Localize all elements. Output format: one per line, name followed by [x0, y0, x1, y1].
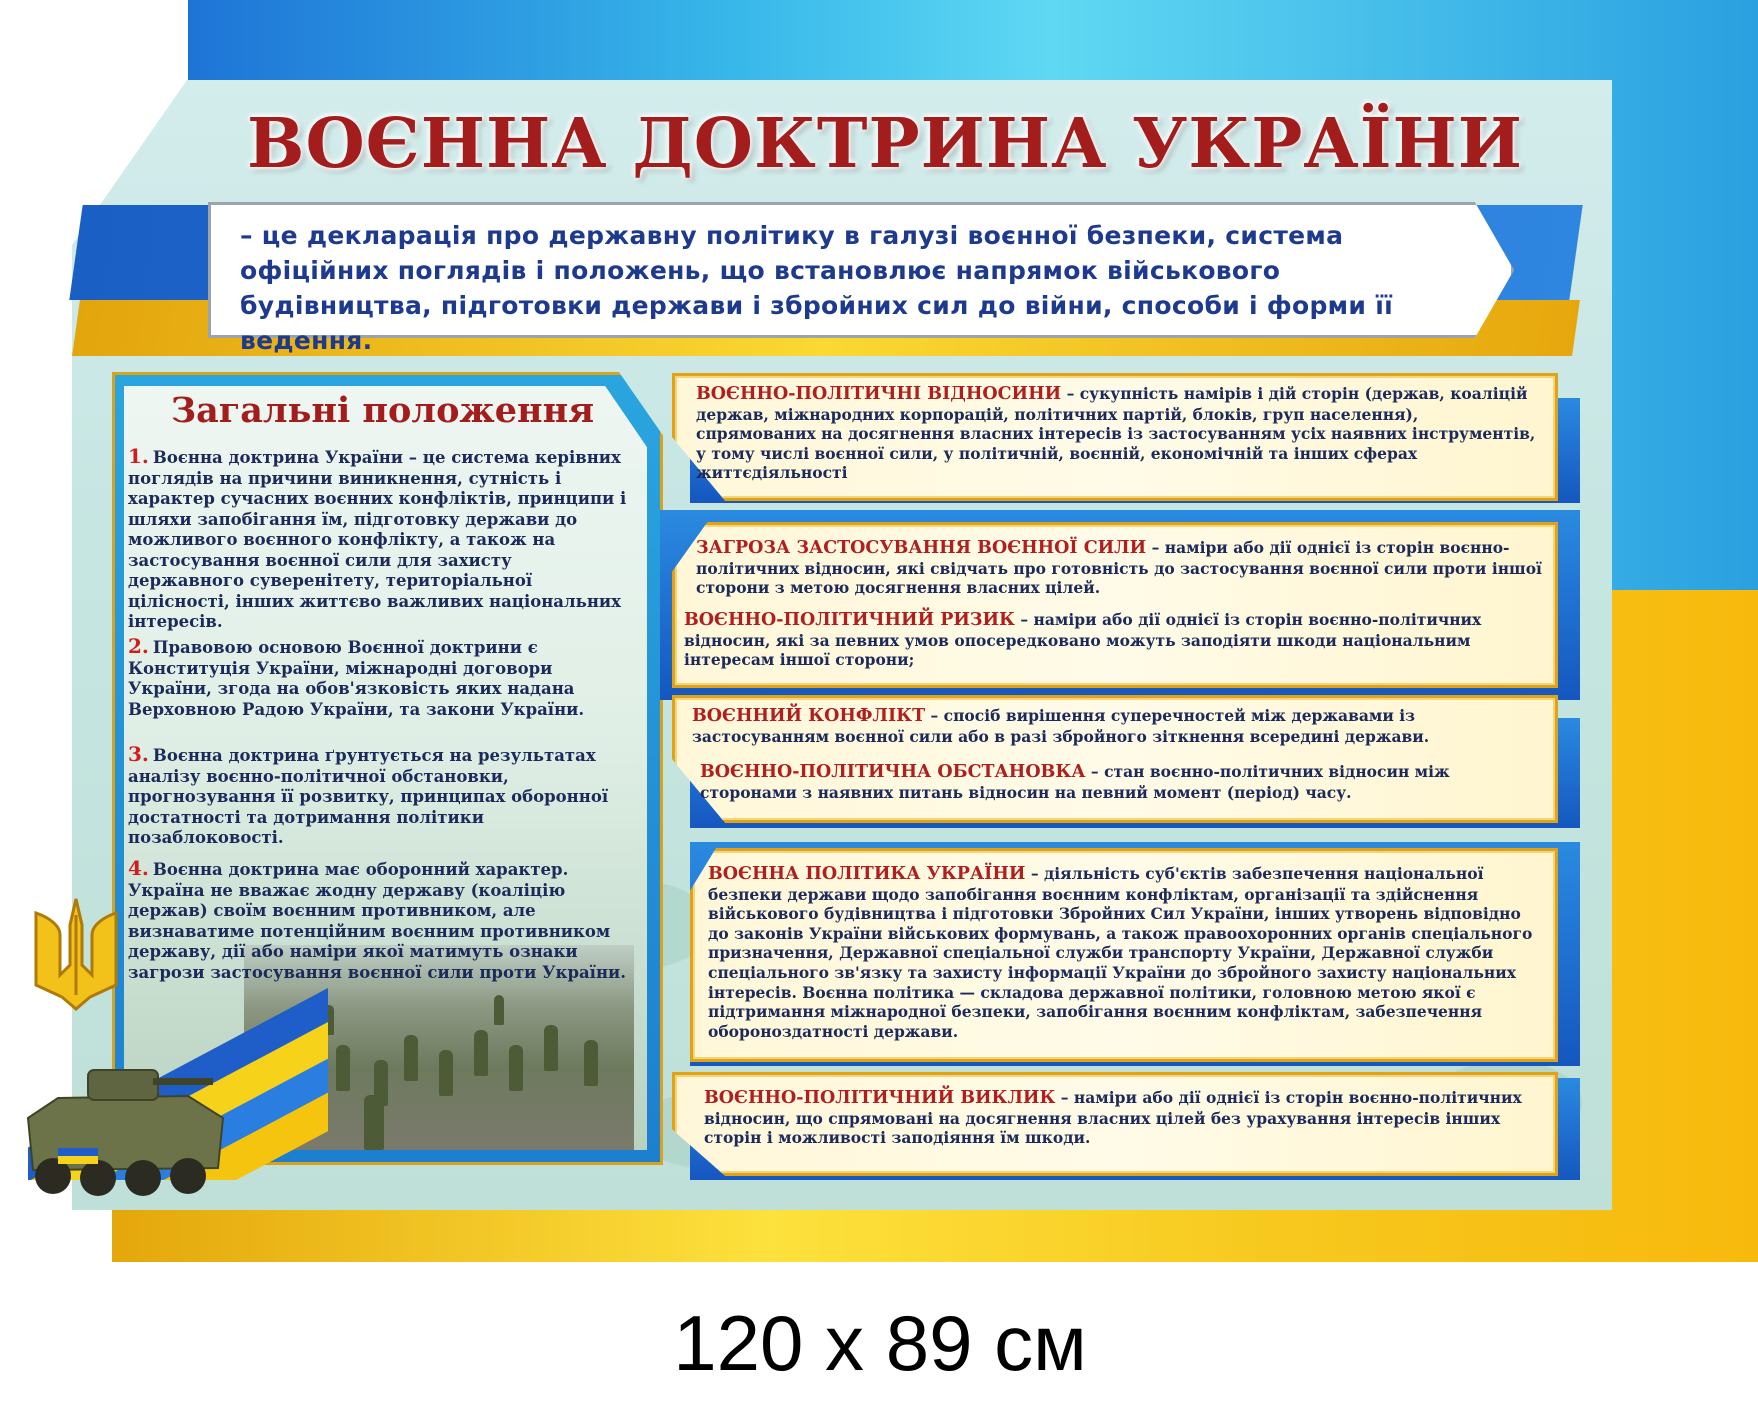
- term-policy: [708, 864, 1544, 1041]
- term-situation: [700, 762, 1542, 802]
- term-title: ВОЄННО-ПОЛІТИЧНІ ВІДНОСИНИ: [696, 384, 1062, 404]
- general-item: [128, 636, 633, 720]
- term-title: ВОЄННА ПОЛІТИКА УКРАЇНИ: [708, 864, 1026, 884]
- term-text: – наміри або дії однієї із сторін воєнно-політичних відносин, що спрямовані на досягнення власних цілей без урахування інтересів інших сторін і можливості заподіяння їм шкоди.: [704, 1088, 1522, 1148]
- term-title: ЗАГРОЗА ЗАСТОСУВАННЯ ВОЄННОЇ СИЛИ: [696, 538, 1147, 558]
- trident-icon: [30, 895, 122, 1013]
- tank-icon: [18, 1048, 233, 1208]
- term-text: – наміри або дії однієї із сторін воєнно-політичних відносин, які за певних умов опосередковано можуть заподіяти шкоди національним інтересам іншої сторони;: [684, 610, 1482, 670]
- item-number: 4.: [128, 856, 149, 880]
- item-number: 1.: [128, 444, 149, 468]
- general-heading: Загальні положення: [170, 390, 595, 431]
- item-text: Воєнна доктрина ґрунтується на результатах аналізу воєнно-політичної обстановки, прогнозування її розвитку, принципах оборонної достатності та дотримання політики позаблоковості.: [128, 746, 609, 847]
- term-text: – спосіб вирішення суперечностей між державами із застосуванням воєнної сили або в разі збройного зіткнення всередині держави.: [692, 706, 1430, 746]
- term-relations: [696, 384, 1542, 483]
- term-text: – наміри або дії однієї із сторін воєнно-політичних відносин, які свідчать про готовність до застосування воєнної сили проти іншої сторони з метою досягнення власних цілей.: [696, 538, 1542, 598]
- term-text: – стан воєнно-політичних відносин між сторонами з наявних питань відносин на певний момент (період) часу.: [700, 762, 1450, 802]
- term-title: ВОЄННО-ПОЛІТИЧНИЙ РИЗИК: [684, 610, 1015, 630]
- size-label: 120 x 89 см: [673, 1299, 1087, 1387]
- item-text: Воєнна доктрина має оборонний характер. Україна не вважає жодну державу (коаліцію держав) своїм воєнним противником, але визнаватиме потенційним воєнним противником державу, дії або наміри якої матимуть ознаки загрози застосування воєнної сили проти України.: [128, 860, 627, 982]
- term-risk: [684, 610, 1542, 670]
- general-item: [128, 744, 633, 849]
- term-conflict: [692, 706, 1542, 746]
- item-text: Правовою основою Воєнної доктрини є Конституція України, міжнародні договори України, згода на обов'язковість яких надана Верховною Радою України, та закони України.: [128, 638, 585, 719]
- poster-title: ВОЄННА ДОКТРИНА УКРАЇНИ: [246, 104, 1524, 184]
- term-title: ВОЄННО-ПОЛІТИЧНА ОБСТАНОВКА: [700, 762, 1086, 782]
- definition-text: – це декларація про державну політику в галузі воєнної безпеки, система офіційних поглядів і положень, що встановлює напрямок військового будівництва, підготовки держави і збройних сил до війни, способи і форми її ведення.: [240, 221, 1393, 355]
- item-text: Воєнна доктрина України – це система керівних поглядів на причини виникнення, сутність і характер сучасних воєнних конфліктів, принципи і шляхи запобігання їм, підготовку держави до можливого воєнного конфлікту, а також на застосування воєнної сили для захисту державного суверенітету, територіальної цілісності, інших життєво важливих національних інтересів.: [128, 448, 627, 631]
- item-number: 2.: [128, 634, 149, 658]
- term-challenge: [704, 1088, 1544, 1148]
- term-text: – сукупність намірів і дій сторін (держав, коаліцій держав, міжнародних корпорацій, політичних партій, блоків, груп населення), спрямованих на досягнення власних інтересів із застосуванням усіх наявних інструментів, у тому числі воєнної сили, у політичній, воєнній, економічній та інших сферах життєдіяльності: [696, 384, 1536, 483]
- term-title: ВОЄННО-ПОЛІТИЧНИЙ ВИКЛИК: [704, 1088, 1056, 1108]
- term-text: – діяльність суб'єктів забезпечення національної безпеки держави щодо запобігання воєнним конфліктам, організації та здійснення військового будівництва і підготовки Збройних Сил України, інших утворень відповідно до законів України військових формувань, а також правоохоронних органів спеціального призначення, Державної спеціальної служби транспорту України, Державної служби спеціального зв'язку та захисту інформації України до збройного захисту національних інтересів. Воєнна політика — складова державної політики, головною метою якої є підтримання міжнародної безпеки, запобігання воєнним конфліктам, забезпечення обороноздатності держави.: [708, 864, 1533, 1041]
- term-threat: [696, 538, 1542, 598]
- item-number: 3.: [128, 742, 149, 766]
- term-title: ВОЄННИЙ КОНФЛІКТ: [692, 706, 926, 726]
- general-item: [128, 446, 633, 633]
